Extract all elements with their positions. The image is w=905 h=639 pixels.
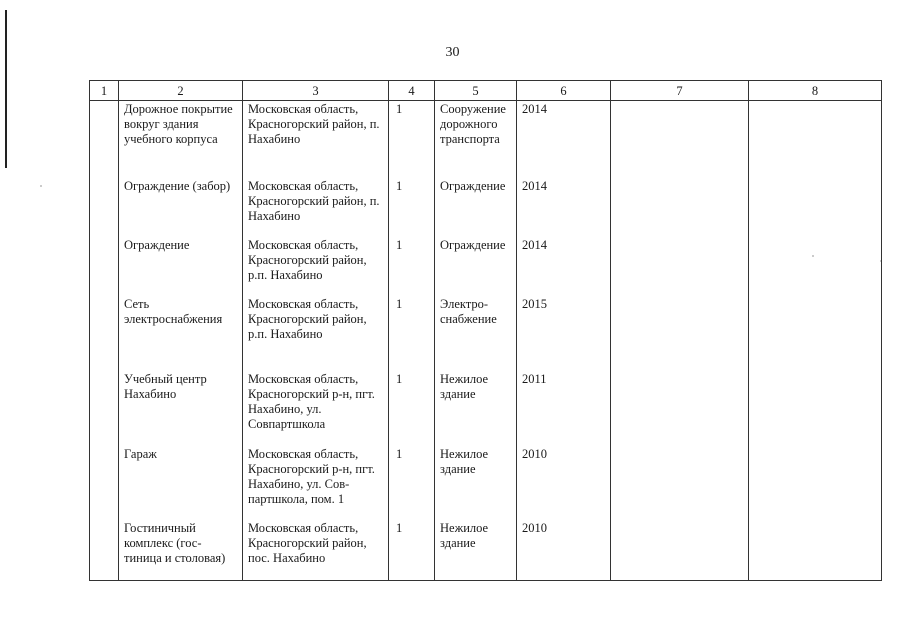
year-cell: 2010 bbox=[517, 520, 611, 581]
scan-edge-line bbox=[5, 10, 7, 168]
row-number-cell bbox=[90, 520, 119, 581]
purpose-cell: Электро-снабжение bbox=[435, 296, 517, 371]
row-number-cell bbox=[90, 446, 119, 520]
quantity-cell: 1 bbox=[389, 296, 435, 371]
year-cell: 2015 bbox=[517, 296, 611, 371]
column-7-cell bbox=[611, 371, 749, 446]
purpose-cell: Нежилое здание bbox=[435, 520, 517, 581]
column-header: 8 bbox=[749, 81, 882, 101]
table-row bbox=[90, 296, 882, 371]
quantity-cell: 1 bbox=[389, 446, 435, 520]
address-cell: Московская область, Красногорский р-н, пгт. Нахабино, ул. Совпартшкола bbox=[243, 371, 389, 446]
table-row bbox=[90, 101, 882, 178]
address-cell: Московская область, Красногорский район, п. Нахабино bbox=[243, 101, 389, 178]
column-header: 6 bbox=[517, 81, 611, 101]
address-cell: Московская область, Красногорский район, р.п. Нахабино bbox=[243, 296, 389, 371]
page-number: 30 bbox=[445, 45, 460, 60]
table-row bbox=[90, 446, 882, 520]
year-cell: 2014 bbox=[517, 237, 611, 296]
row-number-cell bbox=[90, 101, 119, 178]
quantity-cell: 1 bbox=[389, 101, 435, 178]
purpose-cell: Ограждение bbox=[435, 178, 517, 237]
object-name-cell: Ограждение bbox=[119, 237, 243, 296]
object-name-cell: Дорожное покрытие вокруг здания учебного корпуса bbox=[119, 101, 243, 178]
column-header: 2 bbox=[119, 81, 243, 101]
column-7-cell bbox=[611, 101, 749, 178]
quantity-cell: 1 bbox=[389, 520, 435, 581]
quantity-cell: 1 bbox=[389, 371, 435, 446]
year-cell: 2014 bbox=[517, 178, 611, 237]
purpose-cell: Нежилое здание bbox=[435, 446, 517, 520]
column-8-cell bbox=[749, 101, 882, 178]
column-8-cell bbox=[749, 520, 882, 581]
object-name-cell: Гостиничный комплекс (гос-тиница и столовая) bbox=[119, 520, 243, 581]
object-name-cell: Сеть электроснабжения bbox=[119, 296, 243, 371]
property-table bbox=[89, 80, 882, 581]
address-cell: Московская область, Красногорский район, р.п. Нахабино bbox=[243, 237, 389, 296]
table-header-row bbox=[90, 81, 882, 101]
column-7-cell bbox=[611, 520, 749, 581]
scan-speck bbox=[40, 185, 42, 187]
purpose-cell: Нежилое здание bbox=[435, 371, 517, 446]
row-number-cell bbox=[90, 371, 119, 446]
year-cell: 2014 bbox=[517, 101, 611, 178]
quantity-cell: 1 bbox=[389, 178, 435, 237]
quantity-cell: 1 bbox=[389, 237, 435, 296]
table-row bbox=[90, 371, 882, 446]
object-name-cell: Ограждение (забор) bbox=[119, 178, 243, 237]
row-number-cell bbox=[90, 237, 119, 296]
column-8-cell bbox=[749, 296, 882, 371]
row-number-cell bbox=[90, 296, 119, 371]
address-cell: Московская область, Красногорский район, пос. Нахабино bbox=[243, 520, 389, 581]
column-header: 3 bbox=[243, 81, 389, 101]
table-row bbox=[90, 520, 882, 581]
row-number-cell bbox=[90, 178, 119, 237]
purpose-cell: Сооружение дорожного транспорта bbox=[435, 101, 517, 178]
column-8-cell bbox=[749, 446, 882, 520]
table-row bbox=[90, 237, 882, 296]
column-8-cell bbox=[749, 237, 882, 296]
column-7-cell bbox=[611, 178, 749, 237]
address-cell: Московская область, Красногорский район, п. Нахабино bbox=[243, 178, 389, 237]
purpose-cell: Ограждение bbox=[435, 237, 517, 296]
object-name-cell: Гараж bbox=[119, 446, 243, 520]
column-header: 5 bbox=[435, 81, 517, 101]
year-cell: 2010 bbox=[517, 446, 611, 520]
column-7-cell bbox=[611, 296, 749, 371]
column-header: 7 bbox=[611, 81, 749, 101]
column-7-cell bbox=[611, 446, 749, 520]
year-cell: 2011 bbox=[517, 371, 611, 446]
column-8-cell bbox=[749, 371, 882, 446]
object-name-cell: Учебный центр Нахабино bbox=[119, 371, 243, 446]
column-8-cell bbox=[749, 178, 882, 237]
column-7-cell bbox=[611, 237, 749, 296]
column-header: 4 bbox=[389, 81, 435, 101]
column-header: 1 bbox=[90, 81, 119, 101]
address-cell: Московская область, Красногорский р-н, пгт. Нахабино, ул. Сов-партшкола, пом. 1 bbox=[243, 446, 389, 520]
table-row bbox=[90, 178, 882, 237]
